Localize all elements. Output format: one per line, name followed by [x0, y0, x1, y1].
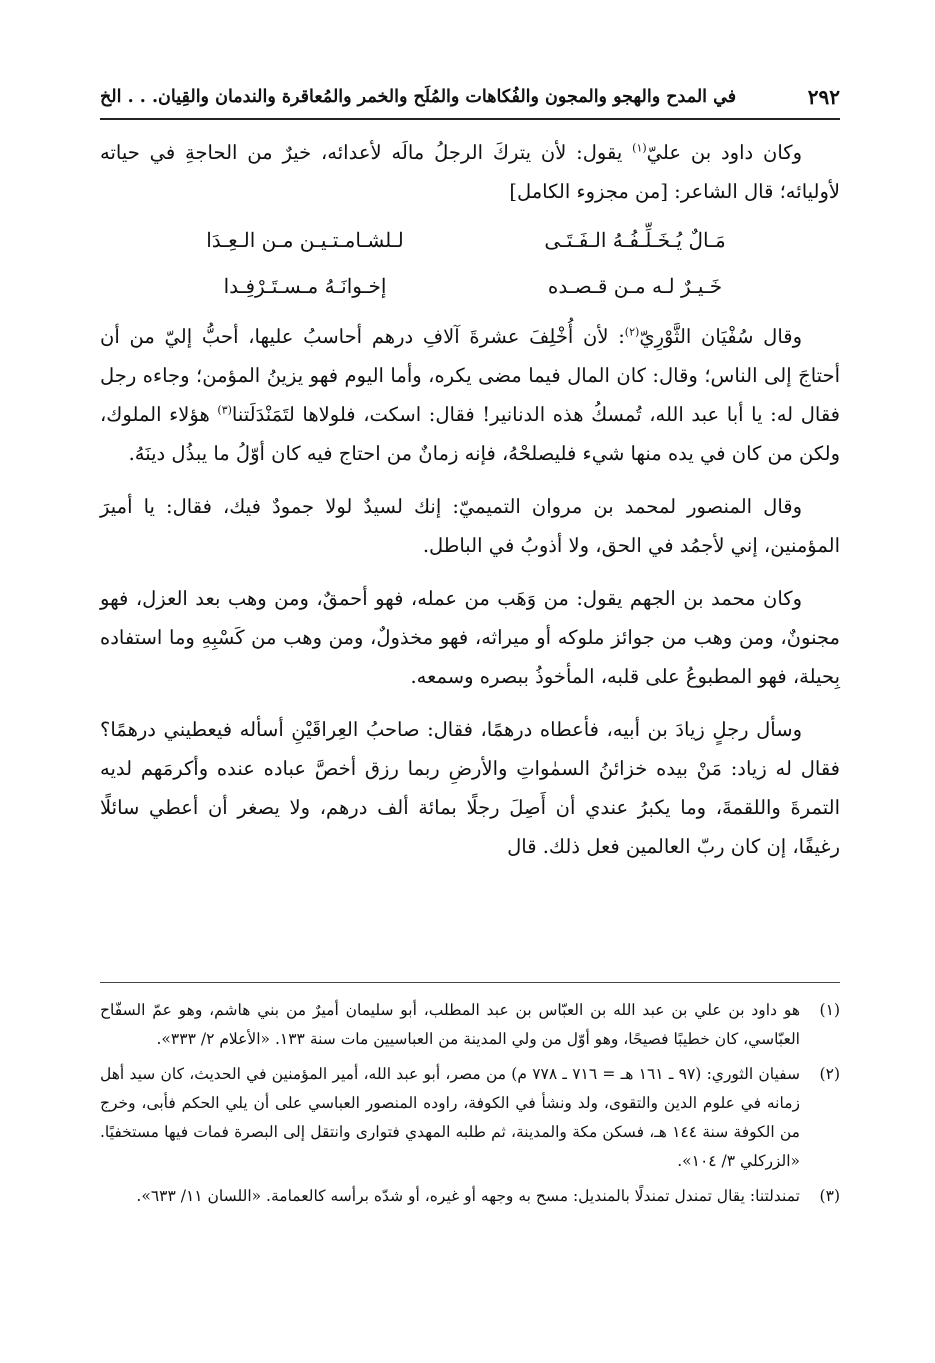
footnote-3: [100, 1182, 840, 1211]
paragraph-mansur: وقال المنصور لمحمد بن مروان التميميّ: إنك لسيدٌ لولا جمودٌ فيك، فقال: يا أميرَ المؤمنين، إني لأجمُد في الحق، ولا أذوبُ في الباطل.: [100, 495, 840, 557]
footnote-number: (٢): [819, 1065, 840, 1083]
footnote-2: [100, 1060, 840, 1176]
poem-verse: [100, 263, 840, 309]
poem: [100, 217, 840, 309]
paragraph-text: هؤلاء الملوك، ولكن من كان في يده منها شيء فليصلحْهُ، فإنه زمانٌ من احتاج فيه كان أوّلُ ما يبذُل دينَهُ.: [100, 403, 840, 465]
running-title: في المدح والهجو والمجون والفُكاهات والمُلَح والخمر والمُعاقرة والندمان والقِيان. . . الخ: [100, 87, 737, 107]
paragraph-text: وقال سُفْيَان الثَّوْرِيّ: [639, 325, 802, 348]
page-number: ٢٩٢: [807, 85, 840, 109]
footnotes: [100, 996, 840, 1217]
paragraph-text: وكان داود بن عليّ: [646, 141, 803, 164]
running-header: [100, 80, 840, 114]
footnote-ref-2[interactable]: (٢): [624, 325, 640, 339]
paragraph-ibn-jahm: وكان محمد بن الجهم يقول: من وَهَب من عمله، فهو أحمقٌ، ومن وهب بعد العزل، فهو مجنونٌ، ومن وهب من جوائز ملوكه أو ميراثه، فهو مخذولٌ، ومن وهب من كَسْبِهِ وما استفاده بِحيلة، فهو المطبوعُ على قلبه، المأخوذُ ببصره وسمعه.: [100, 587, 840, 688]
footnote-ref-1[interactable]: (١): [632, 141, 647, 155]
paragraph-dawud: [100, 133, 840, 211]
footnote-text: تمندلتنا: يقال تمندل تمندلًا بالمنديل: مسح به وجهه أو غيره، أو شدّه برأسه كالعمامة. «اللسان ١١/ ٦٣٣».: [136, 1187, 800, 1205]
footnote-number: (١): [819, 1001, 840, 1019]
main-text: [100, 133, 840, 880]
verse-second-hemistich: لـلشـامـتـيـن مـن الـعِـدَا: [206, 228, 404, 252]
header-rule: [100, 118, 840, 120]
poem-verse: [100, 217, 840, 263]
footnote-text: هو داود بن علي بن عبد الله بن العبّاس بن عبد المطلب، أبو سليمان أميرٌ من بني هاشم، وهو عمّ السفّاح العبّاسي، كان خطيبًا فصيحًا، وهو أوّل من ولي المدينة من العباسيين مات سنة ١٣٣. «الأعلام ٢/ ٣٣٣».: [100, 1001, 800, 1048]
verse-first-hemistich: خَـيـرٌ لـه مـن قـصـده: [547, 274, 723, 298]
footnote-ref-3[interactable]: (٣): [217, 403, 232, 417]
paragraph-text: يقول: لأن يتركَ الرجلُ مالَه لأعدائه، خيرٌ من الحاجةِ في حياته لأوليائه؛ قال الشاعر: [من مجزوء الكامل]: [100, 141, 840, 203]
paragraph-text: : لأن أُخْلِفَ عشرةَ آلافِ درهم أحاسبُ عليها، أحبُّ إليّ من أن أحتاجَ إلى الناس؛ وقال: كان المال فيما مضى يكره، وأما اليوم فهو يزينُ المؤمن؛ وجاءه رجل فقال له: يا أبا عبد الله، تُمسكُ هذه الدنانير! فقال: اسكت، فلولاها لتَمَنْدَلَتنا: [100, 325, 841, 426]
footnote-number: (٣): [819, 1187, 840, 1205]
verse-first-hemistich: مَـالٌ يُـخَـلِّـفُـهُ الـفَـتَـى: [544, 228, 726, 252]
footnote-text: سفيان الثوري: (٩٧ ـ ١٦١ هـ = ٧١٦ ـ ٧٧٨ م) من مصر، أبو عبد الله، أمير المؤمنين في الحديث، كان سيد أهل زمانه في علوم الدين والتقوى، ولد ونشأ في الكوفة، راوده المنصور العباسي على أن يلي الحكم فأبى، وخرج من الكوفة سنة ١٤٤ هـ، فسكن مكة والمدينة، ثم طلبه المهدي فتوارى وانتقل إلى البصرة فمات فيها مستخفيًا. «الزركلي ٣/ ١٠٤».: [100, 1065, 800, 1170]
footnote-1: [100, 996, 840, 1054]
verse-second-hemistich: إخـوانَـهُ مـسـتَـرْفِـدا: [223, 274, 387, 298]
footnote-rule: [100, 982, 840, 983]
paragraph-sufyan: [100, 317, 840, 473]
paragraph-ziyad: وسأل رجلٍ زيادَ بن أبيه، فأعطاه درهمًا، فقال: صاحبُ العِراقَيْنِ أسأله فيعطيني درهمًا؟ فقال له زياد: مَنْ بيده خزائنُ السمٰواتِ والأرضِ ربما رزق أخصَّ عباده عنده وأكرمَهم لديه التمرةَ واللقمةَ، وما يكبرُ عندي أن أَصِلَ رجلًا بمائة ألف درهم، ولا يصغر أن أعطي سائلًا رغيفًا، إن كان ربّ العالمين فعل ذلك. قال: [100, 718, 841, 858]
